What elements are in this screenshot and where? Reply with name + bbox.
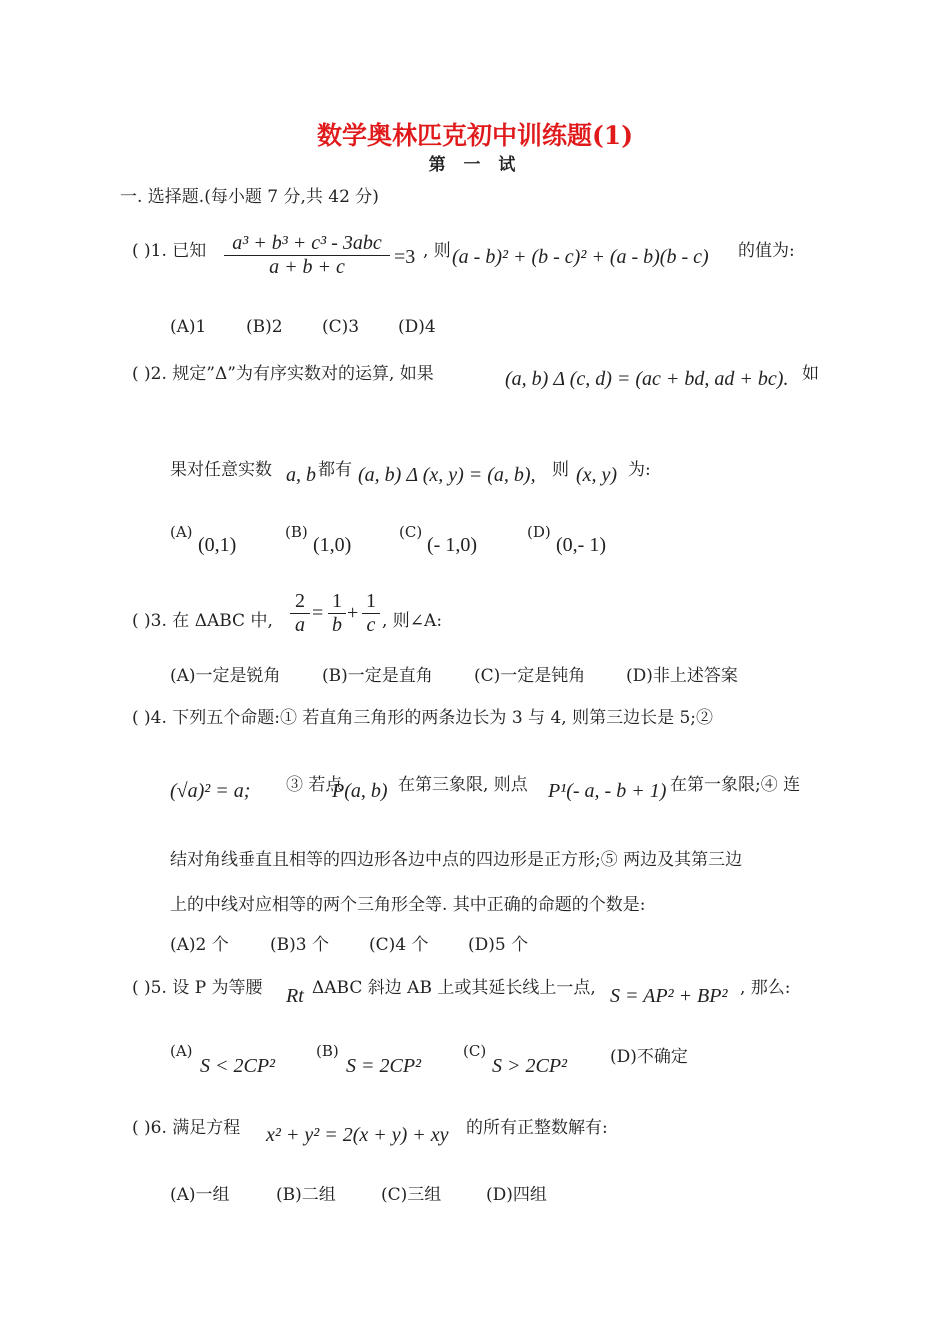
q3-option-d: (D)非上述答案: [626, 666, 738, 686]
q1-mid: , 则: [423, 241, 451, 261]
q3-f3-num: 1: [366, 590, 376, 612]
q4-option-c: (C)4 个: [369, 935, 429, 955]
q2-option-d-value: (0,- 1): [556, 534, 606, 556]
q5-option-c-label: (C): [463, 1042, 487, 1060]
q2-definition: (a, b) Δ (c, d) = (ac + bd, ad + bc).: [505, 368, 789, 390]
q3-f1-den: a: [290, 613, 310, 637]
q2-option-c-value: (- 1,0): [427, 534, 477, 556]
q4-line2-c: 在第一象限;④ 连: [670, 775, 801, 795]
q3-plus: +: [347, 602, 359, 624]
q1-expression: (a - b)² + (b - c)² + (a - b)(b - c): [452, 246, 709, 268]
q2-line2-c: 则: [552, 460, 569, 480]
q3-equals: =: [312, 602, 324, 624]
q2-line2-xy: (x, y): [576, 464, 618, 486]
q2-option-a-label: (A): [170, 523, 193, 541]
q6-expression: x² + y² = 2(x + y) + xy: [266, 1124, 449, 1146]
q6-option-c: (C)三组: [381, 1185, 442, 1205]
page-title: 数学奥林匹克初中训练题(1): [316, 121, 634, 150]
q3-option-b: (B)一定是直角: [322, 666, 433, 686]
q6-option-d: (D)四组: [486, 1185, 547, 1205]
q5-option-b-value: S = 2CP²: [346, 1055, 422, 1077]
q2-line2-a: 果对任意实数: [170, 460, 272, 480]
page-subtitle: 第 一 试: [428, 155, 522, 175]
q4-line2-b: 在第三象限, 则点: [398, 775, 528, 795]
q5-option-d: (D)不确定: [610, 1047, 688, 1067]
q3-f2-den: b: [328, 613, 346, 637]
q1-denominator: a + b + c: [224, 255, 390, 279]
q2-prefix: ( )2. 规定”Δ”为有序实数对的运算, 如果: [132, 364, 434, 384]
q3-prefix: ( )3. 在 ΔABC 中,: [132, 611, 273, 631]
q6-suffix: 的所有正整数解有:: [466, 1118, 608, 1138]
q2-line2-d: 为:: [628, 460, 651, 480]
q3-f3-den: c: [362, 613, 380, 637]
q2-option-c-label: (C): [399, 523, 423, 541]
q4-line1: ( )4. 下列五个命题:① 若直角三角形的两条边长为 3 与 4, 则第三边长是 5;②: [132, 708, 714, 728]
q6-prefix: ( )6. 满足方程: [132, 1118, 241, 1138]
q3-fraction-3: [362, 590, 380, 637]
q5-suffix: , 那么:: [740, 978, 791, 998]
q3-option-c: (C)一定是钝角: [474, 666, 586, 686]
q4-option-d: (D)5 个: [468, 935, 529, 955]
q1-prefix: ( )1. 已知: [132, 241, 207, 261]
q4-line3: 结对角线垂直且相等的四边形各边中点的四边形是正方形;⑤ 两边及其第三边: [170, 850, 743, 870]
q5-option-a-value: S < 2CP²: [200, 1055, 276, 1077]
q5-rt: Rt: [286, 985, 304, 1007]
q1-option-c: (C)3: [322, 317, 360, 337]
q2-option-b-value: (1,0): [313, 534, 352, 556]
q5-expression: S = AP² + BP²: [610, 985, 728, 1007]
q4-option-a: (A)2 个: [170, 935, 229, 955]
q3-fraction-1: [290, 590, 310, 637]
q3-fraction-2: [328, 590, 346, 637]
q4-line4: 上的中线对应相等的两个三角形全等. 其中正确的命题的个数是:: [170, 895, 646, 915]
q2-tail: 如: [802, 364, 819, 384]
q3-option-a: (A)一定是锐角: [170, 666, 281, 686]
q1-option-b: (B)2: [246, 317, 283, 337]
q5-option-a-label: (A): [170, 1042, 193, 1060]
q2-option-a-value: (0,1): [198, 534, 237, 556]
section-heading: 一. 选择题.(每小题 7 分,共 42 分): [120, 187, 379, 207]
q4-line2-a: ③ 若点: [286, 775, 343, 795]
q2-line2-vars: a, b: [286, 464, 316, 486]
q1-suffix: 的值为:: [738, 241, 795, 261]
q3-suffix: , 则∠A:: [382, 611, 443, 631]
q1-equals: =3: [394, 246, 416, 268]
q5-middle: ΔABC 斜边 AB 上或其延长线上一点,: [312, 978, 596, 998]
q5-option-b-label: (B): [316, 1042, 339, 1060]
q4-sqrt-expression: (√a)² = a;: [170, 780, 251, 802]
q1-option-a: (A)1: [170, 317, 207, 337]
q4-option-b: (B)3 个: [270, 935, 329, 955]
q4-point-p1: P¹(- a, - b + 1): [548, 780, 667, 802]
q6-option-b: (B)二组: [276, 1185, 336, 1205]
q3-f1-num: 2: [295, 590, 305, 612]
q5-option-c-value: S > 2CP²: [492, 1055, 568, 1077]
q1-numerator: a³ + b³ + c³ - 3abc: [232, 232, 382, 254]
q2-option-b-label: (B): [285, 523, 308, 541]
q2-option-d-label: (D): [527, 523, 551, 541]
q6-option-a: (A)一组: [170, 1185, 230, 1205]
q4-point-p: P(a, b): [332, 780, 388, 802]
q1-fraction: [224, 232, 390, 279]
q3-f2-num: 1: [332, 590, 342, 612]
q2-line2-b: 都有: [318, 460, 352, 480]
q1-option-d: (D)4: [398, 317, 436, 337]
q2-line2-equation: (a, b) Δ (x, y) = (a, b),: [358, 464, 536, 486]
q5-prefix: ( )5. 设 P 为等腰: [132, 978, 263, 998]
